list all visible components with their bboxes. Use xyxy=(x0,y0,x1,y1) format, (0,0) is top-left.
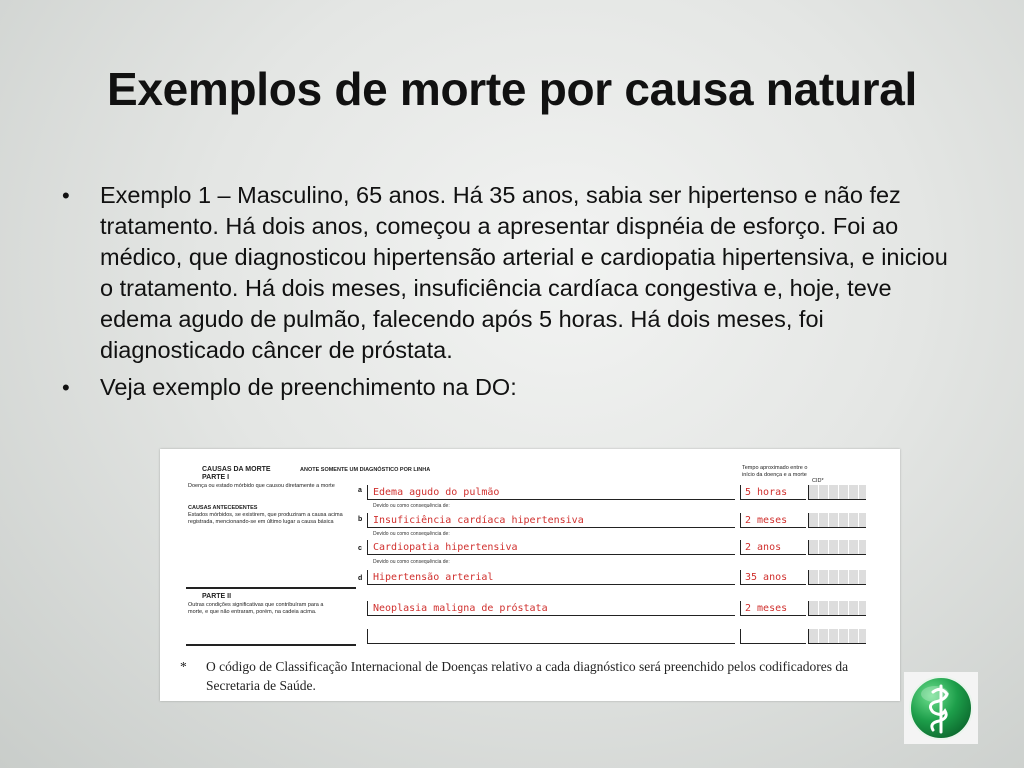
cid-field-p2-1[interactable] xyxy=(808,601,866,616)
part-divider xyxy=(186,587,356,589)
cid-field-b[interactable] xyxy=(808,513,866,528)
cid-field-p2-2[interactable] xyxy=(808,629,866,644)
diagnosis-field-d[interactable]: Hipertensão arterial xyxy=(367,570,735,585)
form-heading: CAUSAS DA MORTE xyxy=(202,466,271,473)
bullet-glyph: • xyxy=(62,183,70,208)
death-certificate-form xyxy=(160,449,900,701)
caduceus-icon xyxy=(904,672,978,744)
bullet-text-2: Veja exemplo de preenchimento na DO: xyxy=(100,374,517,400)
devido-label: Devido ou como consequência de: xyxy=(373,559,450,565)
footnote-star: * xyxy=(180,659,187,674)
bullet-item-1 xyxy=(62,180,962,366)
time-field-p2-2[interactable] xyxy=(740,629,806,644)
caduceus-logo-svg xyxy=(904,672,978,744)
cid-field-c[interactable] xyxy=(808,540,866,555)
time-field-a[interactable]: 5 horas xyxy=(740,485,806,500)
diagnosis-field-c[interactable]: Cardiopatia hipertensiva xyxy=(367,540,735,555)
antecedentes-desc: Estados mórbidos, se existirem, que produziram a causa acima registrada, mencionando-se em último lugar a causa básica xyxy=(188,512,343,525)
cid-field-d[interactable] xyxy=(808,570,866,585)
time-field-b[interactable]: 2 meses xyxy=(740,513,806,528)
cid-field-a[interactable] xyxy=(808,485,866,500)
time-field-p2-1[interactable]: 2 meses xyxy=(740,601,806,616)
footnote-text: O código de Classificação Internacional de Doenças relativo a cada diagnóstico será preenchido pelos codificadores da Secretaria de Saúde. xyxy=(206,659,849,693)
devido-label: Devido ou como consequência de: xyxy=(373,503,450,509)
part2-label: PARTE II xyxy=(202,593,232,600)
form-heading-note: ANOTE SOMENTE UM DIAGNÓSTICO POR LINHA xyxy=(300,467,431,473)
form-bottom-rule xyxy=(186,644,356,646)
bullet-list xyxy=(62,180,962,409)
diagnosis-field-p2-1[interactable]: Neoplasia maligna de próstata xyxy=(367,601,735,616)
time-field-c[interactable]: 2 anos xyxy=(740,540,806,555)
row-letter-a: a xyxy=(358,487,362,494)
diagnosis-field-p2-2[interactable] xyxy=(367,629,735,644)
cid-header: CID* xyxy=(812,478,824,484)
part1-label: PARTE I xyxy=(202,474,230,481)
time-field-d[interactable]: 35 anos xyxy=(740,570,806,585)
row-letter-b: b xyxy=(358,516,363,523)
antecedentes-label: CAUSAS ANTECEDENTES xyxy=(188,505,258,511)
bullet-item-2 xyxy=(62,372,962,403)
row-letter-c: c xyxy=(358,545,362,552)
devido-label: Devido ou como consequência de: xyxy=(373,531,450,537)
bullet-text-1: Exemplo 1 – Masculino, 65 anos. Há 35 anos, sabia ser hipertenso e não fez tratamento. Há dois anos, começou a apresentar dispnéia de esforço. Foi ao médico, que diagnosticou hipertensão arterial e cardiopatia hipertensiva, e iniciou o tratamento. Há dois meses, insuficiência cardíaca congestiva e, hoje, teve edema agudo de pulmão, falecendo após 5 horas. Há dois meses, foi diagnosticado câncer de próstata. xyxy=(100,182,948,363)
bullet-glyph: • xyxy=(62,375,70,400)
diagnosis-field-a[interactable]: Edema agudo do pulmão xyxy=(367,485,735,500)
time-header: Tempo aproximado entre o início da doença e a morte xyxy=(742,465,808,478)
row-letter-d: d xyxy=(358,575,363,582)
part1-desc: Doença ou estado mórbido que causou diretamente a morte xyxy=(188,483,335,489)
slide-title: Exemplos de morte por causa natural xyxy=(106,63,918,115)
part2-desc: Outras condições significativas que contribuíram para a morte, e que não entraram, porém, na cadeia acima. xyxy=(188,602,324,615)
diagnosis-field-b[interactable]: Insuficiência cardíaca hipertensiva xyxy=(367,513,735,528)
